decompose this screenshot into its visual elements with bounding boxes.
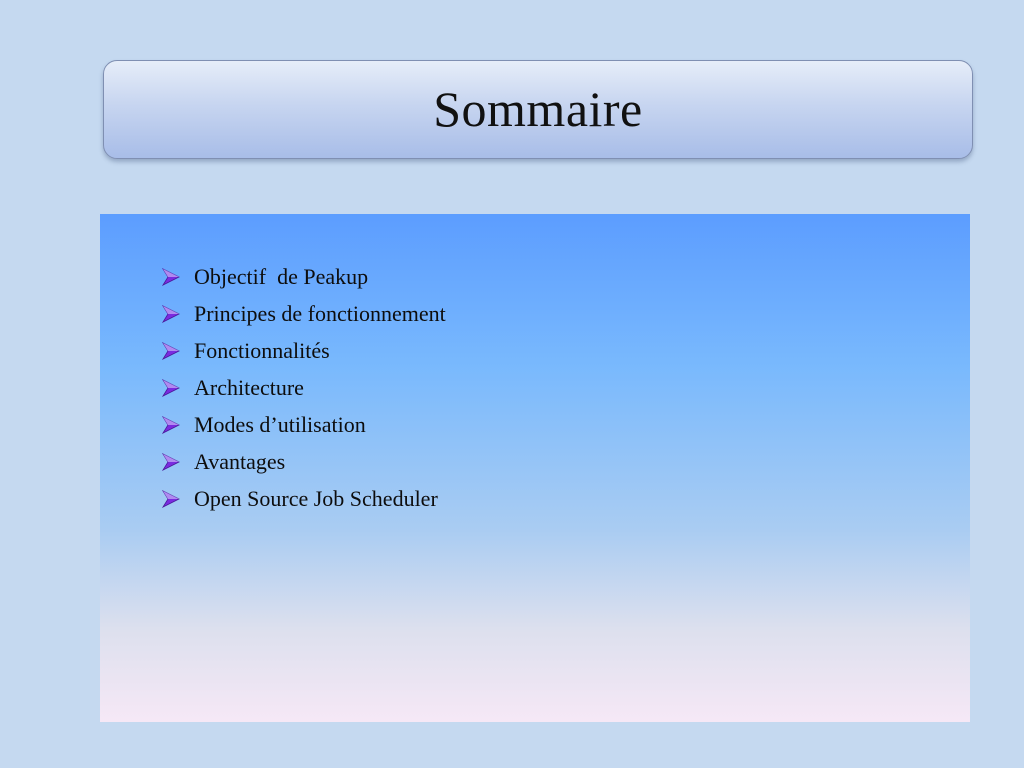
list-item-label: Fonctionnalités [194, 337, 330, 363]
list-item-label: Modes d’utilisation [194, 411, 366, 437]
list-item [162, 480, 446, 517]
list-item-label: Avantages [194, 448, 286, 474]
list-item-label: Architecture [194, 374, 304, 400]
list-item-label: Open Source Job Scheduler [194, 485, 438, 511]
arrowhead-bullet-icon [162, 490, 180, 508]
content-box [100, 214, 970, 722]
list-item [162, 406, 446, 443]
list-item [162, 258, 446, 295]
title-box [103, 60, 973, 159]
list-item-label: Principes de fonctionnement [194, 300, 446, 326]
list-item [162, 369, 446, 406]
list-item [162, 332, 446, 369]
bullet-list [162, 258, 446, 517]
arrowhead-bullet-icon [162, 453, 180, 471]
arrowhead-bullet-icon [162, 342, 180, 360]
list-item [162, 295, 446, 332]
arrowhead-bullet-icon [162, 305, 180, 323]
list-item-label: Objectif de Peakup [194, 263, 369, 289]
slide-title: Sommaire [433, 80, 643, 137]
arrowhead-bullet-icon [162, 268, 180, 286]
arrowhead-bullet-icon [162, 416, 180, 434]
arrowhead-bullet-icon [162, 379, 180, 397]
list-item [162, 443, 446, 480]
